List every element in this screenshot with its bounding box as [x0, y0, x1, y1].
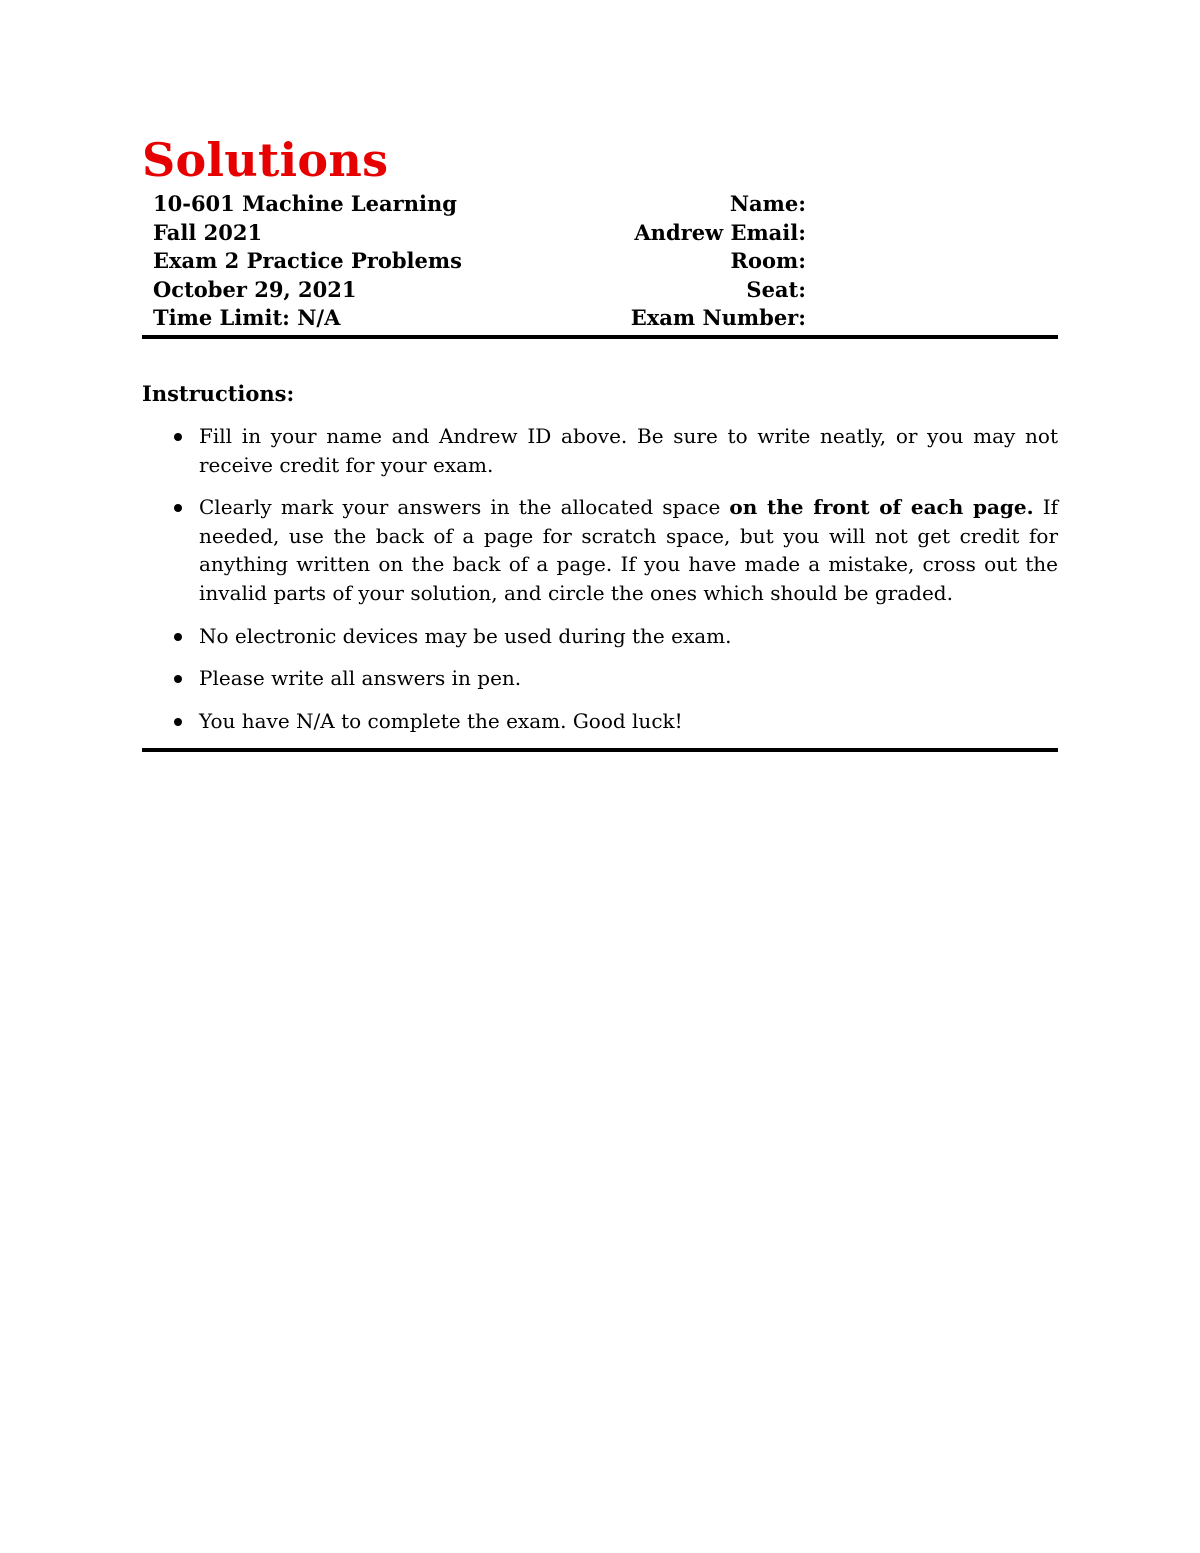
instruction-item-5 [142, 707, 1058, 736]
bullet-icon [174, 433, 182, 441]
name-field-label: Name: [729, 191, 806, 216]
exam-title: Exam 2 Practice Problems [153, 248, 462, 274]
student-fields-block [560, 190, 806, 333]
course-info-block [153, 190, 573, 333]
bullet-icon [174, 675, 182, 683]
top-divider [142, 335, 1058, 339]
time-limit-label: Time Limit: [153, 305, 290, 331]
seat-field-label: Seat: [746, 276, 806, 302]
solutions-title: Solutions [142, 133, 389, 187]
instruction-item-1 [142, 422, 1058, 479]
instruction-text-emphasis: on the front of each page. [729, 495, 1034, 520]
room-field-label: Room: [730, 248, 806, 274]
instructions-heading: Instructions: [142, 381, 295, 406]
instruction-item-2 [142, 493, 1058, 607]
course-term: Fall 2021 [153, 219, 263, 245]
instruction-text-pre: Clearly mark your answers in the allocated space [199, 495, 730, 520]
instruction-item-3 [142, 622, 1058, 651]
instructions-list [142, 422, 1058, 749]
andrew-email-field-label: Andrew Email: [634, 219, 806, 245]
bottom-divider [142, 748, 1058, 752]
instruction-text: Fill in your name and Andrew ID above. Be sure to write neatly, or you may not receive credit for your exam. [199, 424, 1058, 477]
instruction-item-4 [142, 664, 1058, 693]
instruction-text: Please write all answers in pen. [199, 666, 522, 691]
exam-date: October 29, 2021 [153, 276, 357, 302]
time-limit [153, 304, 573, 333]
instruction-text: You have N/A to complete the exam. Good luck! [199, 708, 683, 733]
course-name: 10-601 Machine Learning [153, 191, 457, 216]
instruction-text: No electronic devices may be used during the exam. [199, 623, 732, 648]
time-limit-value: N/A [289, 305, 341, 331]
bullet-icon [174, 718, 182, 726]
instruction-text-post: If needed, use the back of a page for scratch space, but you will not get credit for anything written on the back of a page. If you have made a mistake, cross out the invalid parts of your solution, and circle the ones which should be graded. [199, 495, 1059, 605]
exam-number-field-label: Exam Number: [630, 305, 806, 331]
bullet-icon [174, 633, 182, 641]
bullet-icon [174, 504, 182, 512]
